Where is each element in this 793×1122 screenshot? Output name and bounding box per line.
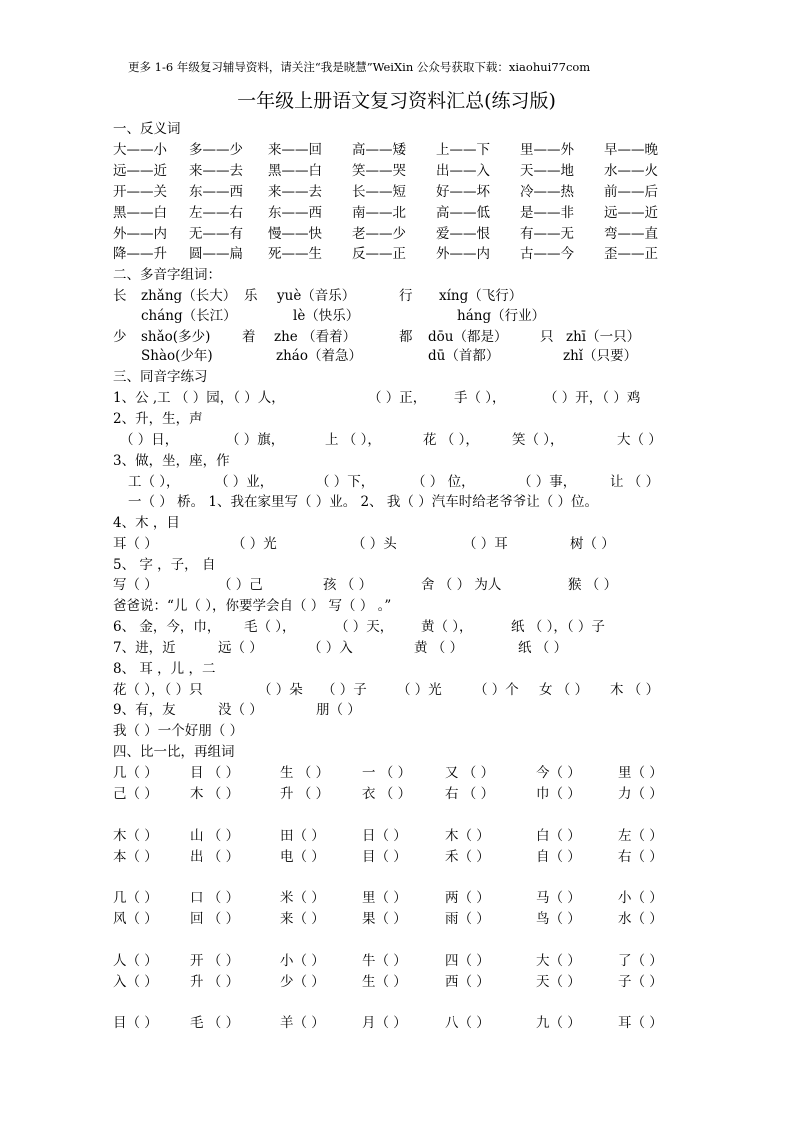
antonym-pair: 东——西: [268, 205, 322, 221]
compare-item: 大（ ）: [536, 953, 581, 969]
polyphone-char: 乐: [244, 288, 258, 304]
exercise-item: 朋（ ）: [316, 702, 361, 718]
compare-row: [0, 763, 793, 783]
polyphone-word: zhī（一只）: [566, 329, 641, 345]
antonym-pair: 前——后: [604, 184, 658, 200]
polyphone-row: [0, 346, 793, 366]
compare-item: 衣 （ ）: [362, 786, 412, 802]
compare-item: 鸟（ ）: [536, 911, 581, 927]
exercise-line: [0, 472, 793, 492]
compare-item: 左（ ）: [618, 828, 663, 844]
compare-item: 巾（ ）: [536, 786, 581, 802]
compare-item: 里（ ）: [362, 890, 407, 906]
polyphone-word: shǎo(多少): [141, 329, 211, 345]
antonym-pair: 黑——白: [113, 205, 167, 221]
exercise-item: 手（ ），: [454, 390, 506, 406]
polyphone-word: lè（快乐）: [293, 308, 360, 324]
compare-item: 四（ ）: [445, 953, 490, 969]
antonym-pair: 老——少: [352, 226, 406, 242]
exercise-item: （ ）入: [308, 640, 353, 656]
exercise-heading: 5、 字 ，子， 自: [113, 557, 216, 573]
antonym-pair: 东——西: [189, 184, 243, 200]
antonym-pair: 死——生: [268, 246, 322, 262]
page-header-note: 更多 1-6 年级复习辅导资料，请关注“我是晓慧”WeiXin 公众号获取下载：xiaohui77com: [128, 60, 591, 74]
compare-item: 几（ ）: [113, 765, 158, 781]
compare-item: 木 （ ）: [190, 786, 240, 802]
polyphone-row: [0, 306, 793, 326]
exercise-item: （ ）业，: [215, 474, 274, 490]
compare-item: 己（ ）: [113, 786, 158, 802]
exercise-line: [0, 617, 793, 637]
polyphone-char: 长: [113, 288, 127, 304]
exercise-item: 木 （ ）: [610, 682, 660, 698]
antonym-row: [0, 244, 793, 264]
compare-item: 目（ ）: [113, 1015, 158, 1031]
polyphone-word: cháng（长江）: [141, 308, 237, 324]
compare-item: 白（ ）: [536, 828, 581, 844]
compare-item: 天（ ）: [536, 974, 581, 990]
antonym-pair: 高——低: [436, 205, 490, 221]
antonym-row: [0, 182, 793, 202]
compare-item: 果（ ）: [362, 911, 407, 927]
antonym-pair: 弯——直: [604, 226, 658, 242]
exercise-sentence: 爸爸说：“儿（ ），你要学会自（ ） 写（ ） 。”: [113, 598, 392, 614]
antonym-pair: 有——无: [520, 226, 574, 242]
exercise-item: 黄 （ ）: [414, 640, 464, 656]
exercise-line: [0, 430, 793, 450]
exercise-heading: 2、升，生，声: [113, 411, 203, 427]
compare-item: 山 （ ）: [190, 828, 240, 844]
compare-item: 升 （ ）: [280, 786, 330, 802]
compare-item: 木（ ）: [113, 828, 158, 844]
antonym-pair: 南——北: [352, 205, 406, 221]
antonym-pair: 开——关: [113, 184, 167, 200]
antonym-pair: 圆——扁: [189, 246, 243, 262]
section-heading-homophones: 三、同音字练习: [113, 369, 208, 385]
compare-item: 马（ ）: [536, 890, 581, 906]
exercise-heading: 8、 耳 ，儿 ，二: [113, 661, 216, 677]
exercise-item: （ ）下，: [316, 474, 375, 490]
compare-item: 几（ ）: [113, 890, 158, 906]
antonym-pair: 里——外: [520, 142, 574, 158]
compare-item: 羊（ ）: [280, 1015, 325, 1031]
polyphone-word: yuè（音乐）: [277, 288, 356, 304]
compare-item: 生（ ）: [362, 974, 407, 990]
antonym-pair: 冷——热: [520, 184, 574, 200]
exercise-item: 工（ ），: [128, 474, 180, 490]
polyphone-word: háng（行业）: [457, 308, 546, 324]
antonym-pair: 多——少: [189, 142, 243, 158]
antonym-pair: 慢——快: [268, 226, 322, 242]
antonym-pair: 黑——白: [268, 163, 322, 179]
antonym-pair: 远——近: [113, 163, 167, 179]
exercise-line: [0, 388, 793, 408]
exercise-item: （ ）朵: [258, 682, 303, 698]
exercise-line: [0, 680, 793, 700]
compare-item: 日（ ）: [362, 828, 407, 844]
antonym-pair: 天——地: [520, 163, 574, 179]
antonym-pair: 左——右: [189, 205, 243, 221]
compare-item: 本（ ）: [113, 849, 158, 865]
compare-item: 水（ ）: [618, 911, 663, 927]
exercise-item: 纸 （ ），（ ）子: [511, 619, 605, 635]
polyphone-char: 只: [540, 329, 554, 345]
exercise-heading: 4、木 ，目: [113, 515, 180, 531]
exercise-item: 6、 金，今，巾，: [113, 619, 221, 635]
compare-row: [0, 888, 793, 908]
exercise-line: [0, 575, 793, 595]
antonym-pair: 反——正: [352, 246, 406, 262]
compare-item: 生 （ ）: [280, 765, 330, 781]
compare-item: 入（ ）: [113, 974, 158, 990]
compare-item: 开 （ ）: [190, 953, 240, 969]
exercise-item: （ ）开，（ ）鸡: [544, 390, 641, 406]
compare-item: 两（ ）: [445, 890, 490, 906]
exercise-item: （ ）光: [397, 682, 442, 698]
compare-row: [0, 909, 793, 929]
exercise-item: 1、公 ,工 （ ）园，（ ）人，: [113, 390, 285, 406]
exercise-item: 上 （ ），: [325, 432, 381, 448]
antonym-pair: 上——下: [436, 142, 490, 158]
compare-item: 今（ ）: [536, 765, 581, 781]
polyphone-char: 着: [242, 329, 256, 345]
polyphone-row: [0, 286, 793, 306]
exercise-line: [0, 700, 793, 720]
antonym-row: [0, 203, 793, 223]
exercise-line: [0, 638, 793, 658]
compare-item: 口 （ ）: [190, 890, 240, 906]
compare-item: 牛（ ）: [362, 953, 407, 969]
antonym-pair: 爱——恨: [436, 226, 490, 242]
compare-item: 升 （ ）: [190, 974, 240, 990]
antonym-pair: 高——矮: [352, 142, 406, 158]
exercise-heading: 3、做，坐，座，作: [113, 453, 230, 469]
antonym-pair: 出——入: [436, 163, 490, 179]
compare-item: 子（ ）: [618, 974, 663, 990]
compare-item: 田（ ）: [280, 828, 325, 844]
compare-item: 又 （ ）: [445, 765, 495, 781]
compare-row: [0, 784, 793, 804]
exercise-item: 毛（ ），: [244, 619, 296, 635]
exercise-line: [0, 534, 793, 554]
compare-item: 自（ ）: [536, 849, 581, 865]
compare-item: 月（ ）: [362, 1015, 407, 1031]
polyphone-word: dū（首都）: [428, 348, 500, 364]
exercise-item: 9、有，友: [113, 702, 176, 718]
antonym-pair: 大——小: [113, 142, 167, 158]
compare-item: 右 （ ）: [445, 786, 495, 802]
polyphone-char: 少: [113, 329, 127, 345]
compare-item: 禾（ ）: [445, 849, 490, 865]
exercise-item: 树（ ）: [570, 536, 615, 552]
compare-item: 里（ ）: [618, 765, 663, 781]
compare-item: 西（ ）: [445, 974, 490, 990]
antonym-pair: 来——去: [268, 184, 322, 200]
compare-item: 一 （ ）: [362, 765, 412, 781]
compare-item: 电（ ）: [280, 849, 325, 865]
page-title: 一年级上册语文复习资料汇总(练习版): [237, 90, 556, 112]
exercise-item: 花 （ ），: [423, 432, 479, 448]
section-heading-antonyms: 一、反义词: [113, 121, 181, 137]
exercise-item: （ ） 位，: [412, 474, 475, 490]
exercise-item: 7、进，近: [113, 640, 176, 656]
antonym-pair: 来——回: [268, 142, 322, 158]
polyphone-word: Shào(少年): [141, 348, 213, 364]
antonym-row: [0, 224, 793, 244]
polyphone-word: xíng（飞行）: [439, 288, 523, 304]
antonym-pair: 降——升: [113, 246, 167, 262]
antonym-pair: 好——坏: [436, 184, 490, 200]
exercise-item: （ ）个: [474, 682, 519, 698]
exercise-item: 舍 （ ） 为人: [421, 577, 502, 593]
antonym-pair: 长——短: [352, 184, 406, 200]
polyphone-word: zhǐ（只要）: [563, 348, 638, 364]
exercise-item: 猴 （ ）: [568, 577, 618, 593]
compare-row: [0, 972, 793, 992]
polyphone-word: zhǎng（长大）: [141, 288, 237, 304]
exercise-item: （ ）头: [352, 536, 397, 552]
exercise-item: 笑（ ），: [512, 432, 564, 448]
compare-item: 目（ ）: [362, 849, 407, 865]
antonym-pair: 早——晚: [604, 142, 658, 158]
compare-row: [0, 951, 793, 971]
polyphone-word: zháo（着急）: [276, 348, 362, 364]
exercise-item: （ ）光: [232, 536, 277, 552]
compare-item: 米（ ）: [280, 890, 325, 906]
antonym-pair: 古——今: [520, 246, 574, 262]
compare-item: 少（ ）: [280, 974, 325, 990]
exercise-item: 纸 （ ）: [518, 640, 568, 656]
exercise-item: （ ）己: [218, 577, 263, 593]
exercise-item: （ ）旗，: [226, 432, 285, 448]
compare-item: 出 （ ）: [190, 849, 240, 865]
compare-row: [0, 847, 793, 867]
compare-item: 九（ ）: [536, 1015, 581, 1031]
polyphone-word: dōu（都是）: [428, 329, 508, 345]
exercise-item: 没（ ）: [218, 702, 263, 718]
exercise-item: 花（ ），（ ）只: [113, 682, 203, 698]
exercise-item: （ ）天，: [335, 619, 394, 635]
compare-item: 雨（ ）: [445, 911, 490, 927]
compare-item: 八（ ）: [445, 1015, 490, 1031]
exercise-item: 女 （ ）: [539, 682, 589, 698]
exercise-item: 孩 （ ）: [323, 577, 373, 593]
exercise-item: 写（ ）: [113, 577, 158, 593]
compare-item: 小（ ）: [618, 890, 663, 906]
antonym-pair: 外——内: [436, 246, 490, 262]
antonym-row: [0, 161, 793, 181]
exercise-item: 让 （ ）: [610, 474, 660, 490]
exercise-item: 大（ ）: [617, 432, 662, 448]
exercise-item: 黄（ ），: [421, 619, 473, 635]
compare-item: 耳（ ）: [618, 1015, 663, 1031]
compare-item: 力（ ）: [618, 786, 663, 802]
exercise-item: （ ）耳: [463, 536, 508, 552]
exercise-item: （ ）正，: [368, 390, 427, 406]
antonym-pair: 外——内: [113, 226, 167, 242]
antonym-row: [0, 140, 793, 160]
exercise-item: （ ）子: [322, 682, 367, 698]
exercise-sentence: 一（ ） 桥。 1、我在家里写（ ）业。 2、 我（ ）汽车时给老爷爷让（ ）位。: [128, 494, 599, 510]
compare-row: [0, 826, 793, 846]
polyphone-char: 行: [399, 288, 413, 304]
compare-item: 右（ ）: [618, 849, 663, 865]
antonym-pair: 水——火: [604, 163, 658, 179]
antonym-pair: 歪——正: [604, 246, 658, 262]
compare-item: 人（ ）: [113, 953, 158, 969]
exercise-item: 远（ ）: [218, 640, 263, 656]
antonym-pair: 笑——哭: [352, 163, 406, 179]
exercise-item: （ ）日，: [120, 432, 179, 448]
antonym-pair: 无——有: [189, 226, 243, 242]
compare-item: 风（ ）: [113, 911, 158, 927]
polyphone-word: zhe （看着）: [274, 329, 357, 345]
exercise-item: （ ）事，: [518, 474, 577, 490]
antonym-pair: 远——近: [604, 205, 658, 221]
compare-item: 来（ ）: [280, 911, 325, 927]
compare-item: 回 （ ）: [190, 911, 240, 927]
compare-item: 小（ ）: [280, 953, 325, 969]
exercise-sentence: 我（ ）一个好朋（ ）: [113, 723, 244, 739]
compare-item: 目 （ ）: [190, 765, 240, 781]
section-heading-compare: 四、比一比，再组词: [113, 744, 235, 760]
compare-item: 木（ ）: [445, 828, 490, 844]
polyphone-row: [0, 327, 793, 347]
compare-item: 毛 （ ）: [190, 1015, 240, 1031]
polyphone-char: 都: [399, 329, 413, 345]
antonym-pair: 是——非: [520, 205, 574, 221]
antonym-pair: 来——去: [189, 163, 243, 179]
compare-item: 了（ ）: [618, 953, 663, 969]
section-heading-polyphones: 二、多音字组词：: [113, 267, 221, 283]
compare-row: [0, 1013, 793, 1033]
exercise-item: 耳（ ）: [113, 536, 158, 552]
